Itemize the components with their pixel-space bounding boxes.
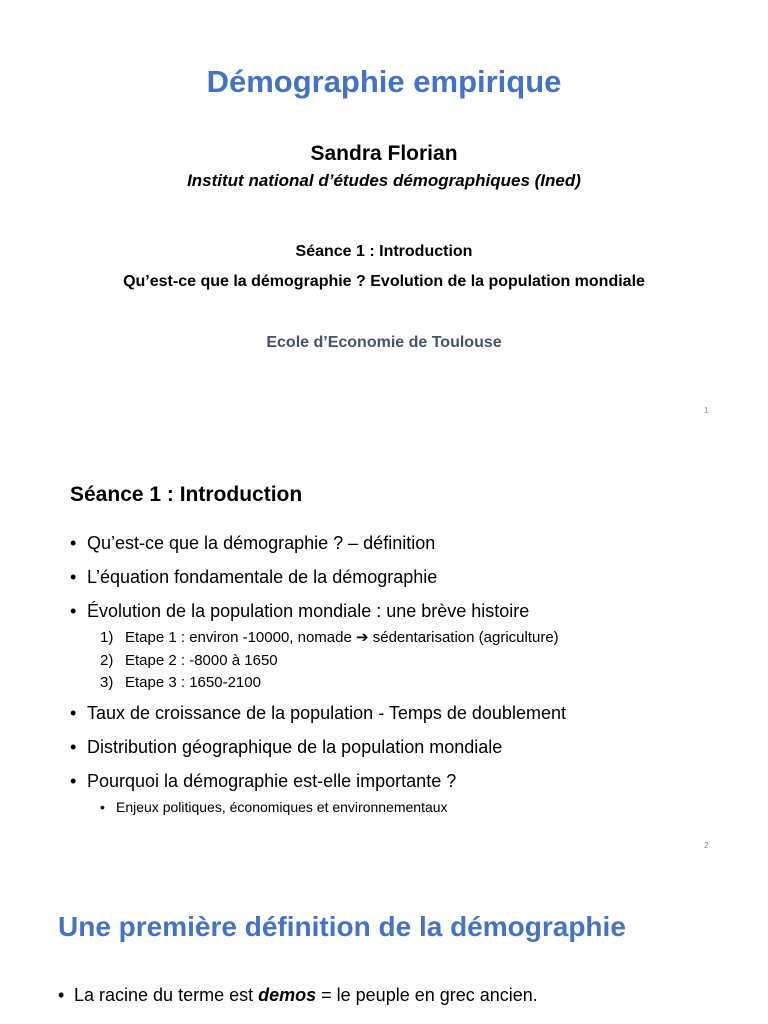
bullet-dot-icon: • xyxy=(58,985,65,1005)
sub-bullet-item: • Enjeux politiques, économiques et environnementaux xyxy=(100,799,448,815)
outline-item: • Taux de croissance de la population - Temps de doublement xyxy=(70,703,566,723)
outline-item: • Pourquoi la démographie est-elle importante ? xyxy=(70,771,457,791)
outline-item: • Qu’est-ce que la démographie ? – définition xyxy=(70,533,436,553)
step-item: 2) Etape 2 : -8000 à 1650 xyxy=(100,652,278,669)
bullet-dot-icon: • xyxy=(70,533,77,553)
outline-item: • Distribution géographique de la population mondiale xyxy=(70,737,503,757)
bullet-dot-icon: • xyxy=(100,799,105,815)
outline-item: • Évolution de la population mondiale : une brève histoire xyxy=(70,601,530,621)
step-item: 1) Etape 1 : environ -10000, nomade ➔ sédentarisation (agriculture) xyxy=(100,629,559,646)
arrow-right-icon: ➔ xyxy=(356,629,369,646)
bullet-dot-icon: • xyxy=(70,737,77,757)
school-name: Ecole d’Economie de Toulouse xyxy=(266,334,502,351)
slide1-title: Démographie empirique xyxy=(206,64,562,99)
slide1-subtitle: Qu’est-ce que la démographie ? Evolution de la population mondiale xyxy=(123,273,645,290)
emphasis-term: demos xyxy=(258,985,317,1005)
bullet-dot-icon: • xyxy=(70,567,77,587)
session-label: Séance 1 : Introduction xyxy=(295,243,473,260)
step-item: 3) Etape 3 : 1650-2100 xyxy=(100,674,261,691)
slide2-title: Séance 1 : Introduction xyxy=(70,483,303,506)
bullet-dot-icon: • xyxy=(70,601,77,621)
bullet-dot-icon: • xyxy=(70,703,77,723)
institution: Institut national d’études démographiques (Ined) xyxy=(187,171,581,190)
outline-item: • L’équation fondamentale de la démographie xyxy=(70,567,438,587)
slide3-title: Une première définition de la démographie xyxy=(58,911,626,942)
slide1-page-number: 1 xyxy=(704,406,709,415)
slide3-bullet: • La racine du terme est demos = le peuple en grec ancien. xyxy=(58,985,538,1005)
author-name: Sandra Florian xyxy=(310,142,458,165)
bullet-dot-icon: • xyxy=(70,771,77,791)
slide2-page-number: 2 xyxy=(704,841,709,850)
